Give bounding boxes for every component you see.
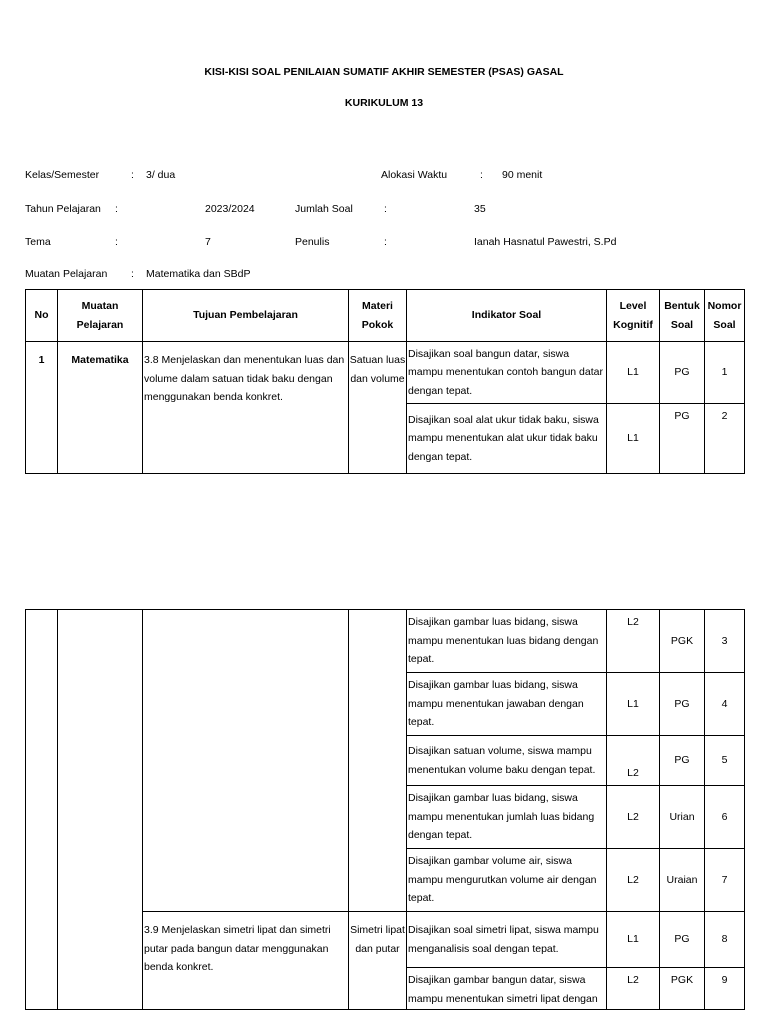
bentuk-cell: PGK	[660, 610, 705, 673]
level-cell: L1	[607, 673, 660, 736]
tujuan-cell: 3.9 Menjelaskan simetri lipat dan simetri putar pada bangun datar menggunakan benda konkret.	[143, 912, 349, 1010]
level-cell: L2	[607, 849, 660, 912]
level-cell: L2	[607, 786, 660, 849]
bentuk-cell: PGK	[660, 968, 705, 1010]
kisi-kisi-table-page-2	[25, 609, 745, 1010]
level-cell: L1	[607, 404, 660, 474]
nomor-cell: 8	[705, 912, 745, 968]
kelas-separator: :	[131, 169, 134, 181]
page-bottom-border	[25, 1009, 744, 1010]
bentuk-cell: Uraian	[660, 849, 705, 912]
table-row	[26, 610, 745, 673]
header-no: No	[26, 290, 58, 342]
header-materi: Materi Pokok	[349, 290, 407, 342]
indikator-cell: Disajikan satuan volume, siswa mampu menentukan volume baku dengan tepat.	[407, 736, 607, 786]
bentuk-cell: PG	[660, 404, 705, 474]
muatan-value: Matematika dan SBdP	[146, 268, 251, 280]
tahun-value: 2023/2024	[205, 203, 255, 215]
nomor-cell: 7	[705, 849, 745, 912]
nomor-cell: 6	[705, 786, 745, 849]
penulis-separator: :	[384, 236, 387, 248]
muatan-separator: :	[131, 268, 134, 280]
row-number: 1	[26, 342, 58, 474]
tema-label: Tema	[25, 236, 51, 248]
materi-cell: Satuan luas dan volume	[349, 342, 407, 474]
level-cell: L2	[607, 736, 660, 786]
muatan-cell-empty	[58, 610, 143, 1010]
materi-cell: Simetri lipat dan putar	[349, 912, 407, 1010]
header-tujuan: Tujuan Pembelajaran	[143, 290, 349, 342]
bentuk-cell: Urian	[660, 786, 705, 849]
indikator-cell: Disajikan gambar luas bidang, siswa mampu menentukan luas bidang dengan tepat.	[407, 610, 607, 673]
document-title: KISI-KISI SOAL PENILAIAN SUMATIF AKHIR SEMESTER (PSAS) GASAL	[204, 66, 564, 78]
materi-cell-empty	[349, 610, 407, 912]
indikator-cell: Disajikan soal simetri lipat, siswa mampu menganalisis soal dengan tepat.	[407, 912, 607, 968]
muatan-label: Muatan Pelajaran	[25, 268, 108, 280]
muatan-cell: Matematika	[58, 342, 143, 474]
table-row	[26, 342, 745, 404]
indikator-cell: Disajikan gambar bangun datar, siswa mampu menentukan simetri lipat dengan	[407, 968, 607, 1010]
nomor-cell: 9	[705, 968, 745, 1010]
nomor-cell: 5	[705, 736, 745, 786]
bentuk-cell: PG	[660, 736, 705, 786]
header-nomor: Nomor Soal	[705, 290, 745, 342]
penulis-value: Ianah Hasnatul Pawestri, S.Pd	[474, 236, 617, 248]
bentuk-cell: PG	[660, 342, 705, 404]
nomor-cell: 3	[705, 610, 745, 673]
tahun-separator: :	[115, 203, 118, 215]
indikator-cell: Disajikan gambar luas bidang, siswa mampu menentukan jumlah luas bidang dengan tepat.	[407, 786, 607, 849]
level-cell: L1	[607, 342, 660, 404]
nomor-cell: 2	[705, 404, 745, 474]
bentuk-cell: PG	[660, 673, 705, 736]
level-cell: L2	[607, 610, 660, 673]
alokasi-label: Alokasi Waktu	[381, 169, 448, 181]
kelas-value: 3/ dua	[146, 169, 176, 181]
indikator-cell: Disajikan gambar volume air, siswa mampu mengurutkan volume air dengan tepat.	[407, 849, 607, 912]
jumlah-value: 35	[474, 203, 486, 215]
jumlah-label: Jumlah Soal	[295, 203, 353, 215]
penulis-label: Penulis	[295, 236, 330, 248]
level-cell: L2	[607, 968, 660, 1010]
indikator-cell: Disajikan gambar luas bidang, siswa mampu menentukan jawaban dengan tepat.	[407, 673, 607, 736]
tahun-label: Tahun Pelajaran	[25, 203, 101, 215]
tujuan-cell: 3.8 Menjelaskan dan menentukan luas dan volume dalam satuan tidak baku dengan menggunakan benda konkret.	[143, 342, 349, 474]
indikator-cell: Disajikan soal bangun datar, siswa mampu menentukan contoh bangun datar dengan tepat.	[407, 342, 607, 404]
header-bentuk: Bentuk Soal	[660, 290, 705, 342]
document-subtitle: KURIKULUM 13	[344, 97, 424, 109]
header-indikator: Indikator Soal	[407, 290, 607, 342]
header-level: Level Kognitif	[607, 290, 660, 342]
kelas-label: Kelas/Semester	[25, 169, 100, 181]
tema-separator: :	[115, 236, 118, 248]
indikator-cell: Disajikan soal alat ukur tidak baku, siswa mampu menentukan alat ukur tidak baku dengan tepat.	[407, 404, 607, 474]
nomor-cell: 4	[705, 673, 745, 736]
row-number-empty	[26, 610, 58, 1010]
tujuan-cell-empty	[143, 610, 349, 912]
bentuk-cell: PG	[660, 912, 705, 968]
kisi-kisi-table-page-1	[25, 289, 745, 474]
jumlah-separator: :	[384, 203, 387, 215]
nomor-cell: 1	[705, 342, 745, 404]
alokasi-value: 90 menit	[502, 169, 543, 181]
table-header-row	[26, 290, 745, 342]
level-cell: L1	[607, 912, 660, 968]
tema-value: 7	[205, 236, 211, 248]
alokasi-separator: :	[480, 169, 483, 181]
header-muatan: Muatan Pelajaran	[58, 290, 143, 342]
